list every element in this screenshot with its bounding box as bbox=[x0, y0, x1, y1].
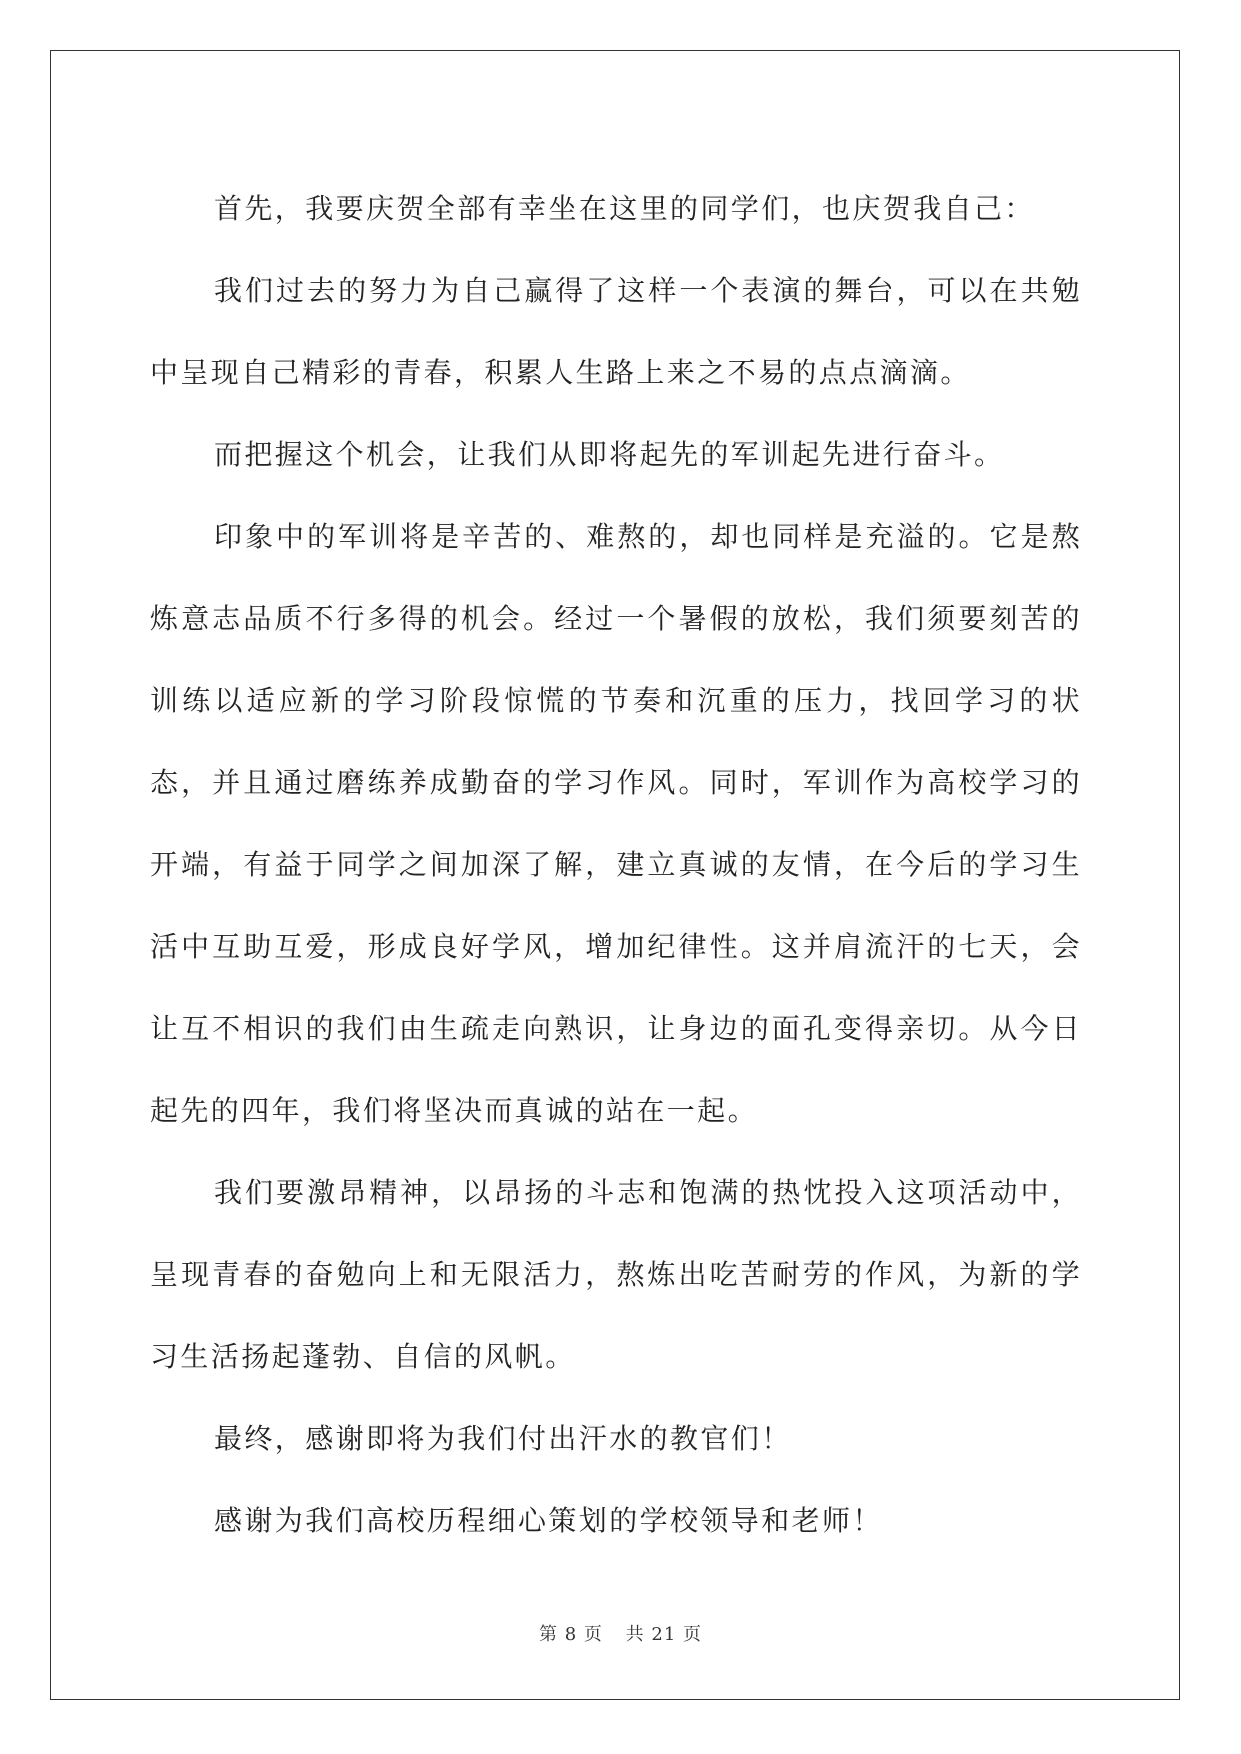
paragraph-3: 而把握这个机会，让我们从即将起先的军训起先进行奋斗。 bbox=[214, 438, 1005, 471]
paragraph-4: 印象中的军训将是辛苦的、难熬的，却也同样是充溢的。它是熬炼意志品质不行多得的机会。经过一个暑假的放松，我们须要刻苦的训练以适应新的学习阶段惊慌的节奏和沉重的压力，找回学习的状态，并且通过磨练养成勤奋的学习作风。同时，军训作为高校学习的开端，有益于同学之间加深了解，建立真诚的友情，在今后的学习生活中互助互爱，形成良好学风，增加纪律性。这并肩流汗的七天，会让互不相识的我们由生疏走向熟识，让身边的面孔变得亲切。从今日起先的四年，我们将坚决而真诚的站在一起。 bbox=[150, 520, 1082, 1127]
paragraph-6: 最终，感谢即将为我们付出汗水的教官们！ bbox=[214, 1422, 792, 1455]
page-number: 第 8 页 bbox=[539, 1624, 603, 1645]
paragraph-7: 感谢为我们高校历程细心策划的学校领导和老师！ bbox=[214, 1504, 883, 1537]
page-footer bbox=[0, 1620, 1241, 1646]
paragraph-1: 首先，我要庆贺全部有幸坐在这里的同学们，也庆贺我自己： bbox=[214, 192, 1035, 225]
paragraph-5: 我们要激昂精神，以昂扬的斗志和饱满的热忱投入这项活动中，呈现青春的奋勉向上和无限活力，熬炼出吃苦耐劳的作风，为新的学习生活扬起蓬勃、自信的风帆。 bbox=[150, 1176, 1082, 1373]
document-body bbox=[150, 168, 1082, 1562]
paragraph-2: 我们过去的努力为自己赢得了这样一个表演的舞台，可以在共勉中呈现自己精彩的青春，积累人生路上来之不易的点点滴滴。 bbox=[150, 274, 1082, 389]
page-total: 共 21 页 bbox=[625, 1624, 702, 1645]
